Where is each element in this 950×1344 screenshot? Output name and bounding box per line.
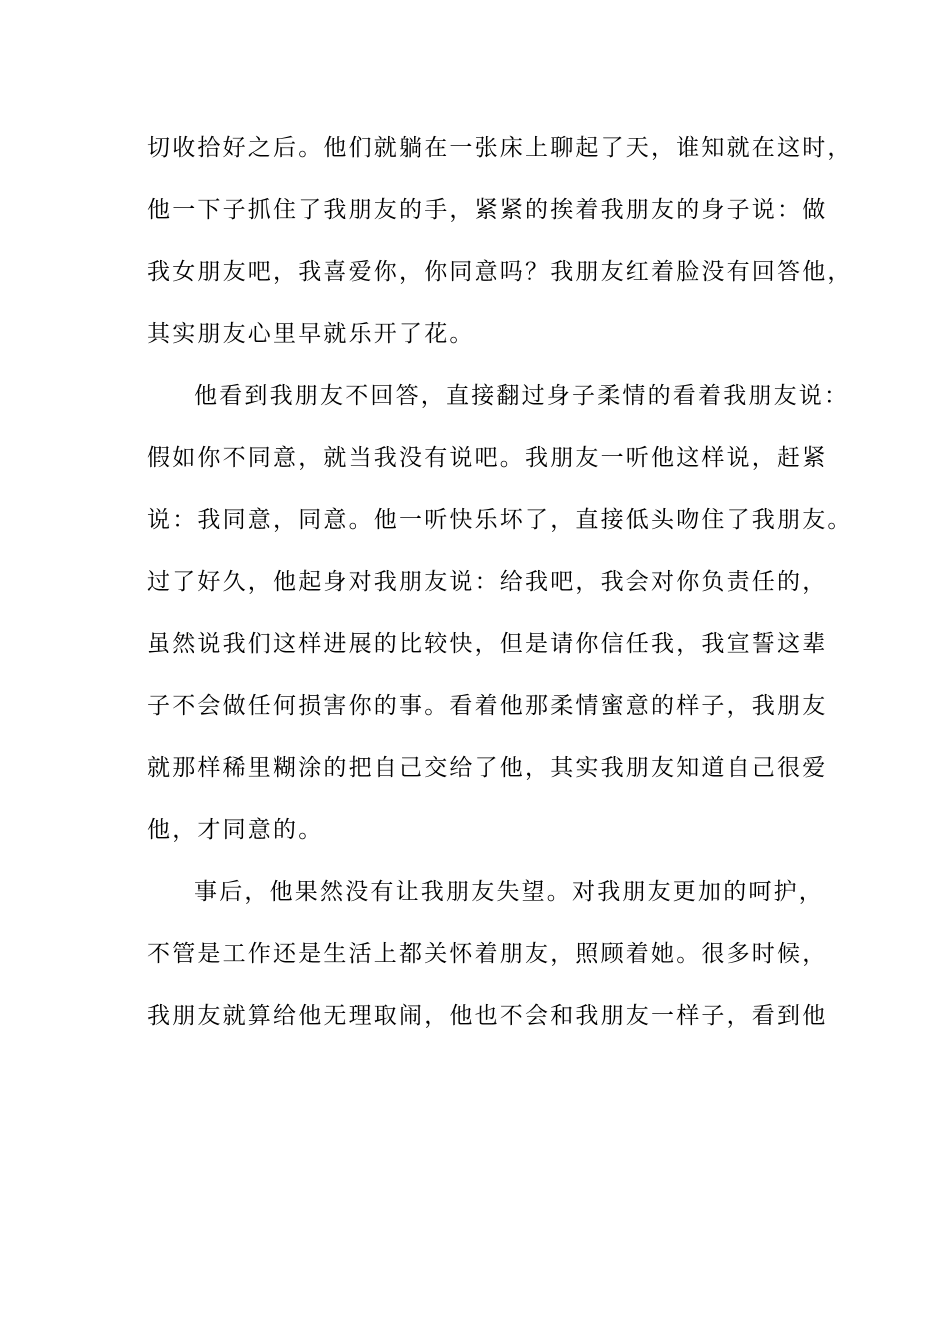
text-line: 不管是工作还是生活上都关怀着朋友，照顾着她。很多时候，: [147, 941, 828, 967]
text-line: 子不会做任何损害你的事。看着他那柔情蜜意的样子，我朋友: [147, 693, 828, 719]
text-line: 他一下子抓住了我朋友的手，紧紧的挨着我朋友的身子说：做: [147, 197, 828, 223]
text-line: 他，才同意的。: [147, 817, 324, 843]
text-line: 切收拾好之后。他们就躺在一张床上聊起了天，谁知就在这时，: [147, 135, 853, 161]
body-text: [147, 128, 853, 1058]
paragraph-first-line: 他看到我朋友不回答，直接翻过身子柔情的看着我朋友说：: [194, 383, 850, 409]
text-line: 说：我同意，同意。他一听快乐坏了，直接低头吻住了我朋友。: [147, 507, 853, 533]
text-line: 我女朋友吧，我喜爱你，你同意吗？我朋友红着脸没有回答他，: [147, 259, 853, 285]
text-line: 过了好久，他起身对我朋友说：给我吧，我会对你负责任的，: [147, 569, 828, 595]
text-line: 假如你不同意，就当我没有说吧。我朋友一听他这样说，赶紧: [147, 445, 828, 471]
text-line: 其实朋友心里早就乐开了花。: [147, 321, 475, 347]
text-line: 我朋友就算给他无理取闹，他也不会和我朋友一样子，看到他: [147, 1003, 828, 1029]
paragraph-first-line: 事后，他果然没有让我朋友失望。对我朋友更加的呵护，: [194, 879, 824, 905]
text-line: 虽然说我们这样进展的比较快，但是请你信任我，我宣誓这辈: [147, 631, 828, 657]
text-line: 就那样稀里糊涂的把自己交给了他，其实我朋友知道自己很爱: [147, 755, 828, 781]
